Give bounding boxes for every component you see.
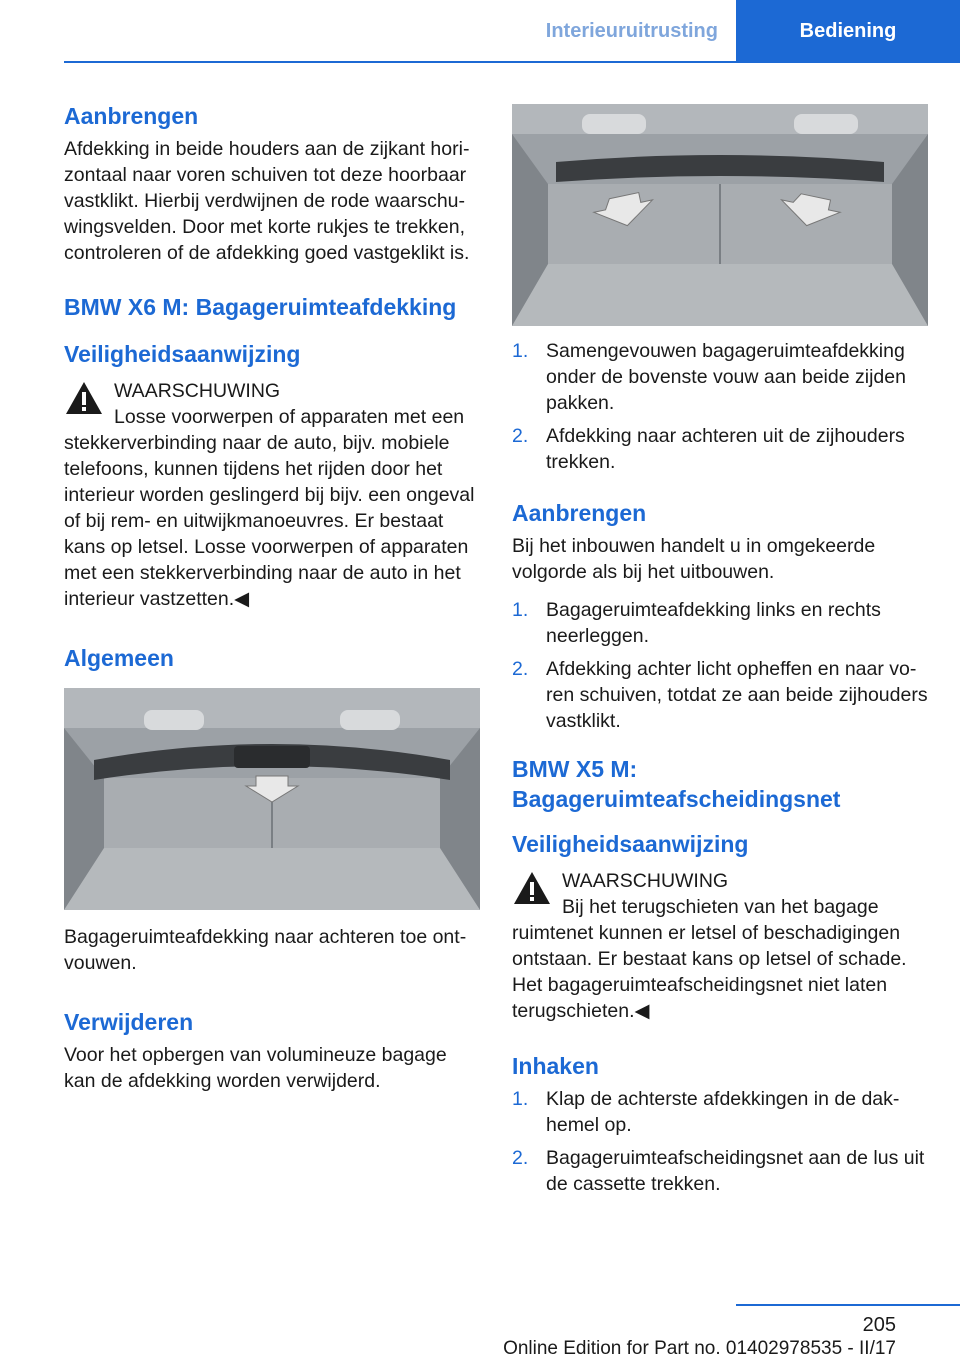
section-title-hook: Inhaken bbox=[512, 1053, 599, 1079]
warning-triangle-icon bbox=[512, 870, 552, 906]
warning-block bbox=[64, 378, 480, 612]
section-title-remove: Verwijderen bbox=[64, 1009, 194, 1035]
heading-x5m-net bbox=[512, 754, 928, 814]
trunk-illustration-1 bbox=[64, 688, 480, 910]
steps-remove bbox=[512, 338, 928, 475]
heading-line-2: Bagageruimteafscheidingsnet bbox=[512, 786, 841, 812]
footer-rule bbox=[736, 1304, 960, 1306]
left-column bbox=[64, 100, 480, 1094]
trunk-illustration-2 bbox=[512, 104, 928, 326]
section-title-safety-2: Veiligheidsaanwijzing bbox=[512, 831, 749, 857]
figure-caption: Bagageruimteafdekking naar achteren toe ontvouwen. bbox=[64, 926, 467, 974]
edition-note: Online Edition for Part no. 01402978535 - II/17 bbox=[503, 1338, 896, 1359]
paragraph-install: Bij het inbouwen handelt u in omgekeerde volgorde als bij het uitbouwen. bbox=[512, 535, 876, 583]
page-number: 205 bbox=[862, 1314, 896, 1336]
paragraph-aanbrengen: Afdekking in beide houders aan de zijkant horizontaal naar voren schuiven tot deze hoorbaar vastklikt. Hierbij verdwijnen de rode waarschuwingsvelden. Door met korte rukjes te trekken, controleren of de afdekking goed vastgeklikt is. bbox=[64, 138, 470, 264]
heading-x6m-cover: BMW X6 M: Bagageruimteafdekking bbox=[64, 294, 457, 320]
list-item: 1. Samengevouwen bagageruimteafdekking onder de bovenste vouw aan beide zijden pakken. bbox=[512, 340, 906, 414]
warning-title: WAARSCHUWING bbox=[562, 870, 729, 892]
list-item: 1. Bagageruimteafdekking links en rechts neerleggen. bbox=[512, 599, 881, 647]
warning-lead: Bij het terugschieten van het bagage bbox=[562, 896, 879, 918]
warning-block-2 bbox=[512, 868, 928, 1024]
figure-cover-folded bbox=[512, 104, 928, 326]
list-item: 2. Bagageruimteafscheidingsnet aan de lus uit de cassette trekken. bbox=[512, 1147, 925, 1195]
page-header bbox=[0, 0, 960, 62]
heading-line-1: BMW X5 M: bbox=[512, 756, 638, 782]
warning-text bbox=[512, 894, 928, 1024]
list-item: 2. Afdekking achter licht opheffen en naar voren schuiven, totdat ze aan beide zijhouders vastklikt. bbox=[512, 658, 928, 732]
steps-install bbox=[512, 597, 928, 734]
steps-hook bbox=[512, 1086, 928, 1197]
section-title-install: Aanbrengen bbox=[512, 500, 647, 526]
figure-cover-unfolded bbox=[64, 688, 480, 910]
section-tab[interactable]: Interieuruitrusting bbox=[545, 20, 718, 42]
warning-rest: ruimtenet kunnen er letsel of beschadigingen ontstaan. Er bestaat kans op letsel of schade. Het bagageruimteafscheidingsnet niet laten terugschieten.◀ bbox=[512, 922, 907, 1022]
list-item: 2. Afdekking naar achteren uit de zijhouders trekken. bbox=[512, 425, 905, 473]
section-title-safety: Veiligheidsaanwijzing bbox=[64, 341, 301, 367]
warning-text bbox=[64, 404, 480, 612]
warning-lead: Losse voorwerpen of apparaten met een bbox=[114, 406, 465, 428]
section-title-aanbrengen: Aanbrengen bbox=[64, 103, 199, 129]
warning-triangle-icon bbox=[64, 380, 104, 416]
right-column bbox=[512, 104, 928, 1204]
chapter-tab[interactable]: Bediening bbox=[736, 0, 960, 62]
warning-rest: stekkerverbinding naar de auto, bijv. mobiele telefoons, kunnen tijdens het rijden door het interieur worden geslingerd bij bijv. een ongeval of bij rem- en uitwijkmanoeuvres. Er bestaat kans op letsel. Losse voorwerpen of apparaten met een stekkerverbinding naar de auto in het interieur vastzetten.◀ bbox=[64, 432, 475, 610]
header-rule bbox=[64, 61, 960, 63]
paragraph-remove: Voor het opbergen van volumineuze bagage kan de afdekking worden verwijderd. bbox=[64, 1044, 447, 1092]
list-item: 1. Klap de achterste afdekkingen in de dakhemel op. bbox=[512, 1088, 900, 1136]
warning-title: WAARSCHUWING bbox=[114, 380, 281, 402]
section-title-general: Algemeen bbox=[64, 645, 174, 671]
